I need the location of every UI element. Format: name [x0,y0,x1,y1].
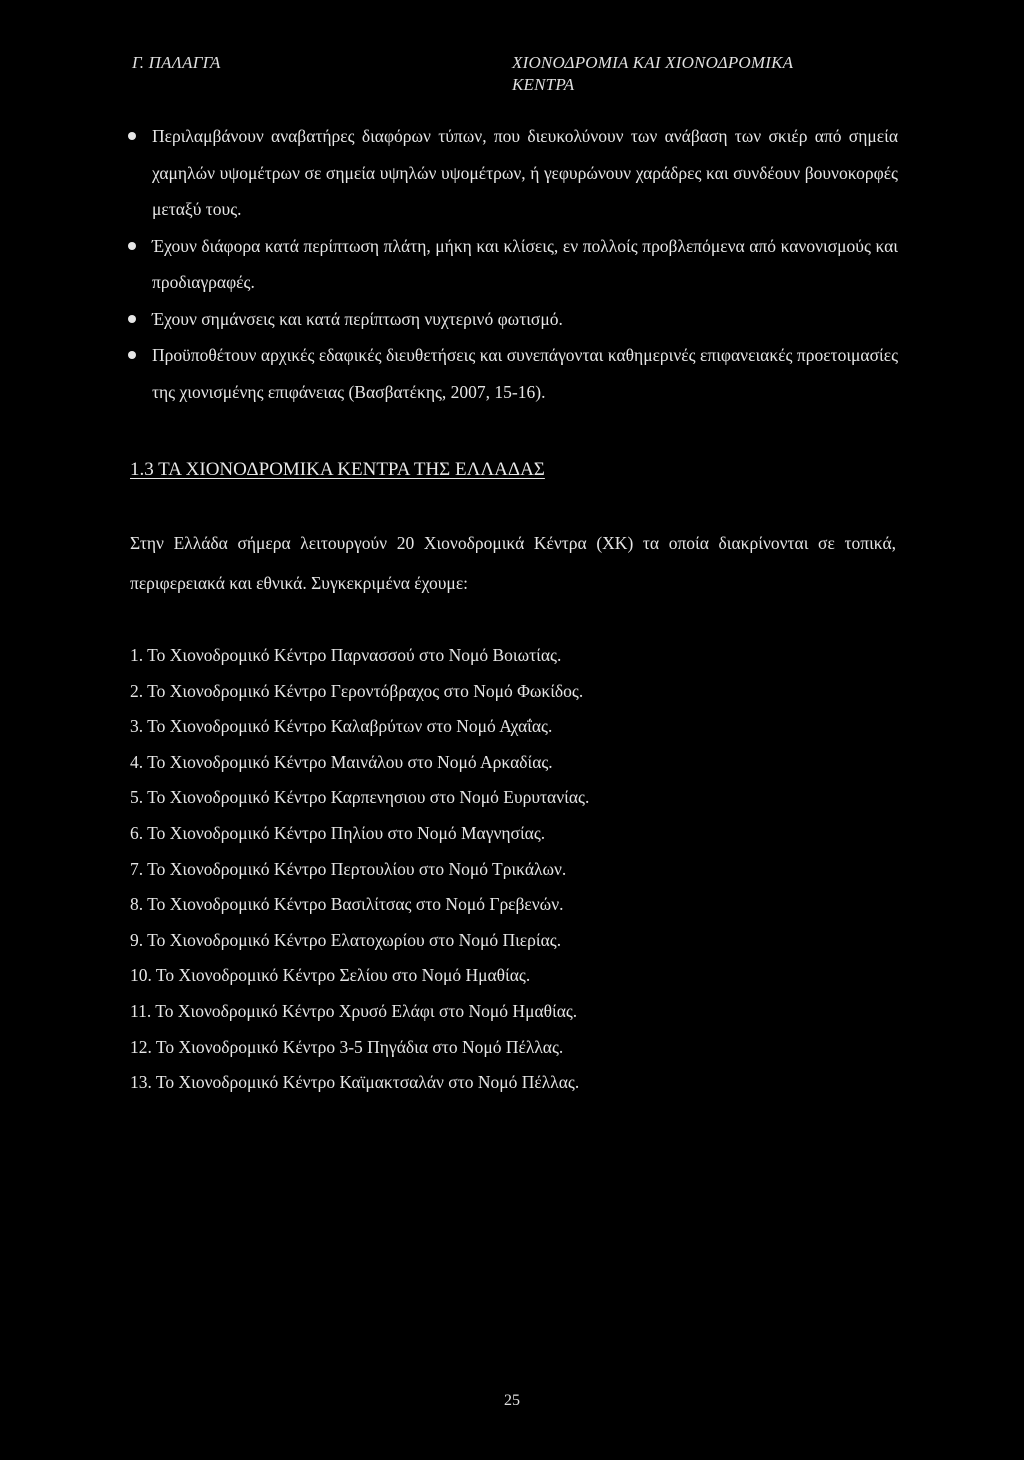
section-heading: 1.3 ΤΑ ΧΙΟΝΟΔΡΟΜΙΚΑ ΚΕΝΤΡΑ ΤΗΣ ΕΛΛΑΔΑΣ [130,459,545,480]
bullet-text: Προϋποθέτουν αρχικές εδαφικές διευθετήσεις και συνεπάγονται καθημερινές επιφανειακές προετοιμασίες της χιονισμένης επιφάνειας (Βασβατέκης, 2007, 15-16). [152,345,898,402]
list-item: 12. Το Χιονοδρομικό Κέντρο 3-5 Πηγάδια στο Νομό Πέλλας. [130,1036,564,1057]
bullet-item [128,337,898,410]
list-item: 4. Το Χιονοδρομικό Κέντρο Μαινάλου στο Νομό Αρκαδίας. [130,751,553,772]
list-item: 1. Το Χιονοδρομικό Κέντρο Παρνασσού στο Νομό Βοιωτίας. [130,645,562,665]
bullet-dot-icon [128,132,136,140]
list-item: 6. Το Χιονοδρομικό Κέντρο Πηλίου στο Νομό Μαγνησίας. [130,822,546,843]
list-item: 7. Το Χιονοδρομικό Κέντρο Περτουλίου στο Νομό Τρικάλων. [130,858,567,879]
ski-centers-list [130,638,890,1101]
bullet-item [128,228,898,301]
list-item: 3. Το Χιονοδρομικό Κέντρο Καλαβρύτων στο Νομό Αχαΐας. [130,716,553,737]
bullet-item [128,118,898,228]
running-header-title: ΧΙΟΝΟΔΡΟΜΙΑ ΚΑΙ ΧΙΟΝΟΔΡΟΜΙΚΑ ΚΕΝΤΡΑ [512,53,794,94]
bullet-text: Περιλαμβάνουν αναβατήρες διαφόρων τύπων, που διευκολύνουν των ανάβαση των σκιέρ από σημεία χαμηλών υψομέτρων σε σημεία υψηλών υψομέτρων, ή γεφυρώνουν χαράδρες και συνδέουν βουνοκορφές μεταξύ τους. [152,126,898,219]
bullet-dot-icon [128,315,136,323]
list-item: 8. Το Χιονοδρομικό Κέντρο Βασιλίτσας στο Νομό Γρεβενών. [130,894,564,915]
page-number: 25 [504,1392,520,1409]
running-header-author: Γ. ΠΑΛΑΓΓΑ [132,53,221,72]
list-item: 13. Το Χιονοδρομικό Κέντρο Καϊμακτσαλάν στο Νομό Πέλλας. [130,1072,580,1093]
bullet-item [128,301,898,338]
bullet-text: Έχουν διάφορα κατά περίπτωση πλάτη, μήκη και κλίσεις, εν πολλοίς προβλεπόμενα από κανονισμούς και προδιαγραφές. [152,235,898,292]
feature-bullet-list [128,118,898,410]
bullet-dot-icon [128,351,136,359]
list-item: 9. Το Χιονοδρομικό Κέντρο Ελατοχωρίου στο Νομό Πιερίας. [130,929,562,950]
list-item: 11. Το Χιονοδρομικό Κέντρο Χρυσό Ελάφι στο Νομό Ημαθίας. [130,1000,578,1021]
bullet-text: Έχουν σημάνσεις και κατά περίπτωση νυχτερινό φωτισμό. [152,308,563,329]
list-item: 2. Το Χιονοδρομικό Κέντρο Γεροντόβραχος στο Νομό Φωκίδος. [130,680,584,701]
list-item: 10. Το Χιονοδρομικό Κέντρο Σελίου στο Νομό Ημαθίας. [130,965,531,986]
section-intro-paragraph: Στην Ελλάδα σήμερα λειτουργούν 20 Χιονοδρομικά Κέντρα (ΧΚ) τα οποία διακρίνονται σε τοπικά, περιφερειακά και εθνικά. Συγκεκριμένα έχουμε: [130,533,896,593]
bullet-dot-icon [128,242,136,250]
list-item: 5. Το Χιονοδρομικό Κέντρο Καρπενησιου στο Νομό Ευρυτανίας. [130,787,590,808]
